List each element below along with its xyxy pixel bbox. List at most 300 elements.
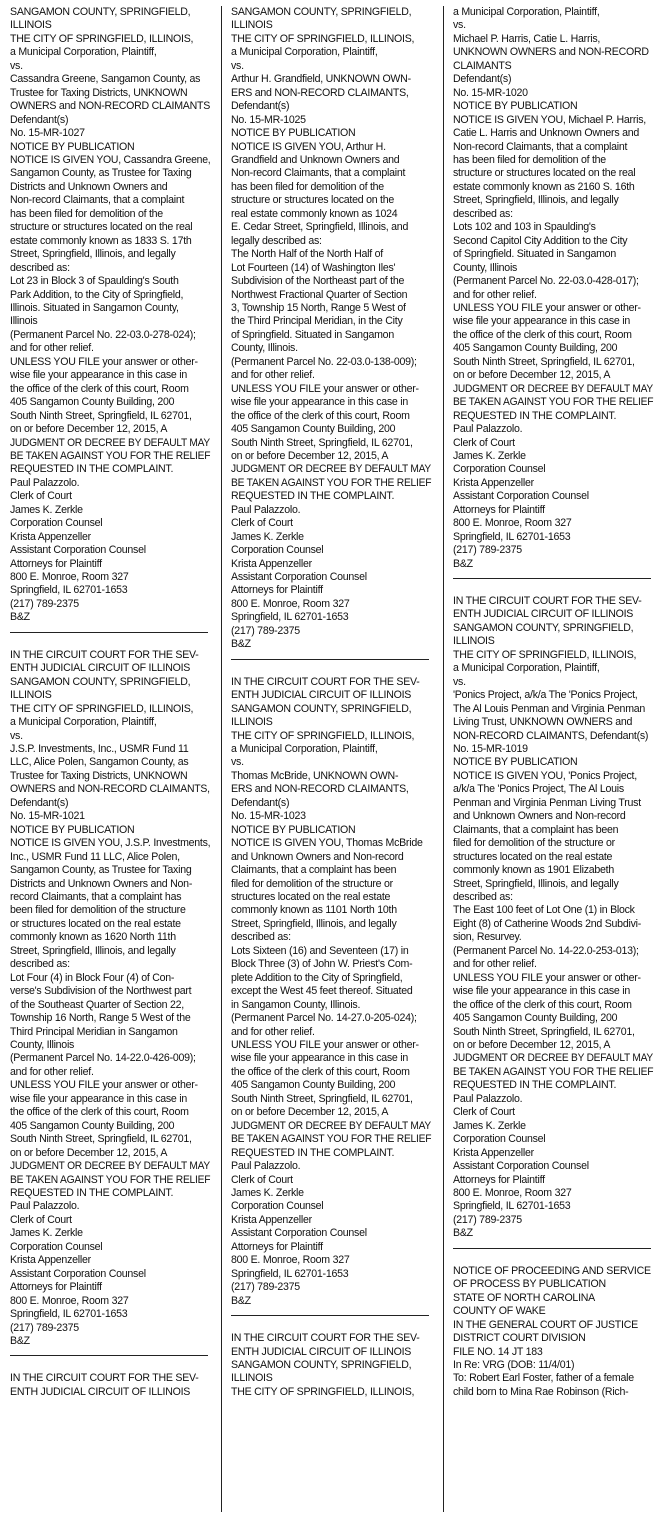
notice-text-line: the office of the clerk of this court, Room <box>10 382 189 395</box>
notice-text-line: IN THE CIRCUIT COURT FOR THE SEV- <box>453 595 642 608</box>
notice-text-line: legally described as: <box>231 234 322 247</box>
notice-text-line: and for other relief. <box>231 369 315 382</box>
notice-text-line: 3, Township 15 North, Range 5 West of <box>231 301 406 314</box>
notice-separator-rule <box>231 1315 429 1316</box>
notice-text-line: REQUESTED IN THE COMPLAINT. <box>10 1186 174 1199</box>
notice-text-line: Springfield, IL 62701-1653 <box>231 1267 349 1280</box>
notice-text-line: 405 Sangamon County Building, 200 <box>231 423 396 436</box>
notice-text-line: JUDGMENT OR DECREE BY DEFAULT MAY <box>231 463 431 476</box>
notice-text-line: estate commonly known as 1833 S. 17th <box>10 234 192 247</box>
notice-text-line: Krista Appenzeller <box>10 530 91 543</box>
notice-text-line: South Ninth Street, Springfield, IL 62701, <box>231 436 413 449</box>
notice-text-line: Park Addition, to the City of Springfield, <box>10 288 184 301</box>
notice-text-line: 800 E. Monroe, Room 327 <box>231 597 350 610</box>
notice-text-line: vs. <box>10 729 23 742</box>
notice-text-line: and for other relief. <box>453 958 537 971</box>
notice-text-line: Paul Palazzolo. <box>231 503 301 516</box>
notice-text-line: J.S.P. Investments, Inc., USMR Fund 11 <box>10 743 189 756</box>
notice-text-line: 800 E. Monroe, Room 327 <box>231 1254 350 1267</box>
notice-text-line: James K. Zerkle <box>453 1119 526 1132</box>
notice-text-line: NOTICE OF PROCEEDING AND SERVICE <box>453 1264 651 1277</box>
notice-text-line: Corporation Counsel <box>453 463 546 476</box>
notice-text-line: estate commonly known as 2160 S. 16th <box>453 180 635 193</box>
notice-text-line: IN THE GENERAL COURT OF JUSTICE <box>453 1318 638 1331</box>
notice-text-line: the office of the clerk of this court, Room <box>453 998 632 1011</box>
notice-text-line: IN THE CIRCUIT COURT FOR THE SEV- <box>231 675 420 688</box>
notice-text-line: and Unknown Owners and Non-record <box>453 810 626 823</box>
notice-text-line: CLAIMANTS <box>453 59 512 72</box>
notice-text-line: Defendant(s) <box>10 113 69 126</box>
notice-text-line: on or before December 12, 2015, A <box>231 449 389 462</box>
legal-notice <box>453 6 653 571</box>
notice-text-line: structure or structures located on the <box>231 194 395 207</box>
notice-text-line: Corporation Counsel <box>453 1133 546 1146</box>
notice-text-line: JUDGMENT OR DECREE BY DEFAULT MAY <box>453 382 653 395</box>
notice-text-line: 405 Sangamon County Building, 200 <box>231 1079 396 1092</box>
notice-text-line: Lots Sixteen (16) and Seventeen (17) in <box>231 944 409 957</box>
notice-text-line: wise file your appearance in this case in <box>453 315 631 328</box>
notice-text-line: the Third Principal Meridian, in the City <box>231 315 403 328</box>
notice-text-line: and for other relief. <box>231 1025 315 1038</box>
notice-text-line: 405 Sangamon County Building, 200 <box>453 342 618 355</box>
column-3 <box>453 6 653 1399</box>
notice-text-line: (217) 789-2375 <box>10 1321 79 1334</box>
notice-text-line: (217) 789-2375 <box>231 624 300 637</box>
notice-text-line: Paul Palazzolo. <box>10 1200 80 1213</box>
notice-text-line: a Municipal Corporation, Plaintiff, <box>10 46 157 59</box>
notice-text-line: THE CITY OF SPRINGFIELD, ILLINOIS, <box>453 648 637 661</box>
notice-text-line: REQUESTED IN THE COMPLAINT. <box>453 409 617 422</box>
notice-text-line: Second Capitol City Addition to the City <box>453 234 628 247</box>
notice-text-line: Paul Palazzolo. <box>231 1160 301 1173</box>
notice-text-line: Springfield, IL 62701-1653 <box>453 1200 571 1213</box>
notice-text-line: Attorneys for Plaintiff <box>453 503 545 516</box>
notice-text-line: No. 15-MR-1021 <box>10 810 85 823</box>
notice-text-line: ERS and NON-RECORD CLAIMANTS, <box>231 86 409 99</box>
notice-text-line: in Sangamon County, Illinois. <box>231 998 361 1011</box>
notice-text-line: described as: <box>10 261 70 274</box>
notice-text-line: BE TAKEN AGAINST YOU FOR THE RELIEF <box>10 1173 211 1186</box>
notice-text-line: OWNERS and NON-RECORD CLAIMANTS, <box>10 783 210 796</box>
column-divider <box>221 6 222 1512</box>
notice-text-line: NOTICE IS GIVEN YOU, J.S.P. Investments, <box>10 837 211 850</box>
notice-text-line: James K. Zerkle <box>231 1186 304 1199</box>
notice-text-line: of Springfield. Situated in Sangamon <box>231 328 394 341</box>
notice-text-line: STATE OF NORTH CAROLINA <box>453 1291 595 1304</box>
notice-text-line: or structures located on the real estate <box>10 917 181 930</box>
notice-text-line: Assistant Corporation Counsel <box>10 544 146 557</box>
notice-text-line: South Ninth Street, Springfield, IL 62701, <box>453 1025 635 1038</box>
notice-text-line: a Municipal Corporation, Plaintiff, <box>231 743 378 756</box>
notice-text-line: UNKNOWN OWNERS and NON-RECORD <box>453 46 649 59</box>
notice-text-line: Block Three (3) of John W. Priest's Com- <box>231 958 413 971</box>
notice-text-line: 'Ponics Project, a/k/a The 'Ponics Project, <box>453 689 638 702</box>
notice-text-line: ERS and NON-RECORD CLAIMANTS, <box>231 783 409 796</box>
notice-text-line: wise file your appearance in this case in <box>453 985 631 998</box>
notice-text-line: Krista Appenzeller <box>231 1213 312 1226</box>
notice-text-line: has been filed for demolition of the <box>10 207 163 220</box>
notice-text-line: except the West 45 feet thereof. Situated <box>231 985 413 998</box>
notice-text-line: South Ninth Street, Springfield, IL 62701, <box>231 1092 413 1105</box>
notice-text-line: a Municipal Corporation, Plaintiff, <box>10 716 157 729</box>
notice-text-line: Attorneys for Plaintiff <box>231 584 323 597</box>
notice-text-line: Clerk of Court <box>453 1106 515 1119</box>
notice-text-line: REQUESTED IN THE COMPLAINT. <box>10 463 174 476</box>
notice-text-line: 800 E. Monroe, Room 327 <box>453 1186 572 1199</box>
notice-text-line: Paul Palazzolo. <box>10 476 80 489</box>
notice-text-line: COUNTY OF WAKE <box>453 1305 546 1318</box>
notice-text-line: Lot Four (4) in Block Four (4) of Con- <box>10 971 175 984</box>
notice-text-line: Clerk of Court <box>231 1173 293 1186</box>
notice-text-line: Clerk of Court <box>453 436 515 449</box>
notice-text-line: vs. <box>231 756 244 769</box>
notice-text-line: (Permanent Parcel No. 14-22.0-426-009); <box>10 1052 196 1065</box>
notice-text-line: and for other relief. <box>10 1065 94 1078</box>
notice-text-line: UNLESS YOU FILE your answer or other- <box>10 355 198 368</box>
notice-text-line: 405 Sangamon County Building, 200 <box>10 1119 175 1132</box>
notice-text-line: Street, Springfield, Illinois, and legally <box>231 917 397 930</box>
notice-text-line: structure or structures located on the real <box>453 167 636 180</box>
notice-text-line: of Springfield. Situated in Sangamon <box>453 248 616 261</box>
notice-text-line: County, Illinois. <box>231 342 298 355</box>
notice-text-line: NOTICE IS GIVEN YOU, Michael P. Harris, <box>453 113 646 126</box>
notice-text-line: wise file your appearance in this case in <box>10 369 188 382</box>
notice-text-line: Springfield, IL 62701-1653 <box>10 1308 128 1321</box>
notice-text-line: structures located on the real estate <box>231 891 391 903</box>
notice-text-line: Corporation Counsel <box>231 1200 324 1213</box>
notice-text-line: SANGAMON COUNTY, SPRINGFIELD, <box>10 675 191 688</box>
notice-text-line: commonly known as 1620 North 11th <box>10 931 176 944</box>
notice-text-line: NOTICE IS GIVEN YOU, Cassandra Greene, <box>10 153 211 166</box>
notice-text-line: 405 Sangamon County Building, 200 <box>453 1012 618 1025</box>
notice-text-line: Paul Palazzolo. <box>453 423 523 436</box>
notice-text-line: and for other relief. <box>10 342 94 355</box>
notice-text-line: Street, Springfield, Illinois, and legally <box>453 877 619 890</box>
notice-text-line: South Ninth Street, Springfield, IL 62701, <box>10 409 192 422</box>
notice-text-line: (217) 789-2375 <box>453 544 522 557</box>
notice-text-line: B&Z <box>453 1227 473 1240</box>
notice-text-line: James K. Zerkle <box>453 449 526 462</box>
notice-text-line: DISTRICT COURT DIVISION <box>453 1332 586 1345</box>
notice-text-line: NOTICE BY PUBLICATION <box>231 127 356 140</box>
notice-text-line: ENTH JUDICIAL CIRCUIT OF ILLINOIS <box>231 689 412 702</box>
notice-text-line: (Permanent Parcel No. 22-03.0-138-009); <box>231 355 417 368</box>
notice-text-line: (Permanent Parcel No. 22-03.0-428-017); <box>453 275 639 288</box>
notice-text-line: UNLESS YOU FILE your answer or other- <box>10 1079 198 1092</box>
notice-text-line: vs. <box>453 675 466 688</box>
notice-text-line: Springfield, IL 62701-1653 <box>453 530 571 543</box>
notice-text-line: Sangamon County, as Trustee for Taxing <box>10 864 192 877</box>
notice-text-line: IN THE CIRCUIT COURT FOR THE SEV- <box>10 1372 199 1385</box>
notice-text-line: real estate commonly known as 1024 <box>231 207 398 220</box>
notice-text-line: ENTH JUDICIAL CIRCUIT OF ILLINOIS <box>231 1345 412 1358</box>
notice-text-line: B&Z <box>10 1334 30 1347</box>
notice-text-line: wise file your appearance in this case in <box>10 1092 188 1105</box>
notice-text-line: (217) 789-2375 <box>231 1281 300 1294</box>
notice-text-line: B&Z <box>231 638 251 651</box>
notice-text-line: 800 E. Monroe, Room 327 <box>10 1294 129 1307</box>
notice-text-line: described as: <box>10 958 70 971</box>
notice-text-line: (Permanent Parcel No. 14-22.0-253-013); <box>453 944 639 957</box>
legal-notice <box>231 1332 431 1399</box>
notice-text-line: (217) 789-2375 <box>10 597 79 610</box>
notice-text-line: commonly known as 1901 Elizabeth <box>453 864 615 877</box>
notice-text-line: on or before December 12, 2015, A <box>231 1106 389 1119</box>
notice-text-line: has been filed for demolition of the <box>231 180 384 193</box>
notice-text-line: (217) 789-2375 <box>453 1213 522 1226</box>
notice-text-line: the office of the clerk of this court, Room <box>453 328 632 341</box>
notice-text-line: JUDGMENT OR DECREE BY DEFAULT MAY <box>10 1160 210 1173</box>
notice-text-line: 800 E. Monroe, Room 327 <box>453 517 572 530</box>
notice-text-line: LLC, Alice Polen, Sangamon County, as <box>10 756 189 769</box>
notice-text-line: No. 15-MR-1027 <box>10 127 85 140</box>
notice-text-line: SANGAMON COUNTY, SPRINGFIELD, <box>10 6 191 18</box>
notice-text-line: The Al Louis Penman and Virginia Penman <box>453 702 646 715</box>
notice-text-line: plete Addition to the City of Springfield, <box>231 971 403 984</box>
notice-text-line: SANGAMON COUNTY, SPRINGFIELD, <box>231 1358 412 1371</box>
notice-text-line: THE CITY OF SPRINGFIELD, ILLINOIS, <box>10 32 194 45</box>
notice-text-line: a Municipal Corporation, Plaintiff, <box>453 662 600 675</box>
legal-notice <box>231 6 431 652</box>
notice-text-line: on or before December 12, 2015, A <box>10 1146 168 1159</box>
notice-text-line: Illinois. Situated in Sangamon County, <box>10 301 179 314</box>
notice-text-line: on or before December 12, 2015, A <box>453 369 611 382</box>
notice-text-line: verse's Subdivision of the Northwest part <box>10 985 192 998</box>
notice-text-line: Attorneys for Plaintiff <box>10 557 102 570</box>
notice-text-line: Springfield, IL 62701-1653 <box>231 611 349 624</box>
notice-text-line: Grandfield and Unknown Owners and <box>231 153 400 166</box>
notice-text-line: REQUESTED IN THE COMPLAINT. <box>231 490 395 503</box>
notice-text-line: ILLINOIS <box>10 19 52 32</box>
notice-text-line: ILLINOIS <box>10 689 52 702</box>
notice-text-line: Lots 102 and 103 in Spaulding's <box>453 221 596 234</box>
notice-text-line: UNLESS YOU FILE your answer or other- <box>453 301 641 314</box>
notice-text-line: ENTH JUDICIAL CIRCUIT OF ILLINOIS <box>10 1385 191 1398</box>
notice-text-line: Assistant Corporation Counsel <box>10 1267 146 1280</box>
notice-text-line: Attorneys for Plaintiff <box>231 1240 323 1253</box>
notice-text-line: Defendant(s) <box>453 73 512 86</box>
notice-text-line: sion, Resurvey. <box>453 931 522 944</box>
notice-text-line: Corporation Counsel <box>231 544 324 557</box>
notice-text-line: Clerk of Court <box>10 490 72 503</box>
notice-text-line: Lot 23 in Block 3 of Spaulding's South <box>10 275 179 288</box>
notice-text-line: The North Half of the North Half of <box>231 248 383 261</box>
notice-text-line: NOTICE BY PUBLICATION <box>453 756 578 769</box>
notice-text-line: Attorneys for Plaintiff <box>10 1281 102 1294</box>
notice-text-line: ILLINOIS <box>231 19 273 32</box>
legal-notice <box>10 1372 210 1399</box>
notice-text-line: NOTICE BY PUBLICATION <box>453 100 578 113</box>
notice-text-line: Non-record Claimants, that a complaint <box>453 140 628 153</box>
notice-text-line: Krista Appenzeller <box>453 476 534 489</box>
notice-text-line: REQUESTED IN THE COMPLAINT. <box>231 1146 395 1159</box>
notice-text-line: Street, Springfield, Illinois, and legally <box>10 248 176 261</box>
notice-text-line: Districts and Unknown Owners and Non- <box>10 877 193 890</box>
notice-text-line: Paul Palazzolo. <box>453 1092 523 1105</box>
column-2 <box>231 6 431 1399</box>
notice-text-line: SANGAMON COUNTY, SPRINGFIELD, <box>453 621 634 634</box>
notice-text-line: a/k/a The 'Ponics Project, The Al Louis <box>453 783 624 796</box>
notice-text-line: ILLINOIS <box>453 635 495 648</box>
notice-text-line: The East 100 feet of Lot One (1) in Block <box>453 904 635 917</box>
notice-separator-rule <box>10 632 208 633</box>
notice-text-line: wise file your appearance in this case in <box>231 396 409 409</box>
notice-text-line: South Ninth Street, Springfield, IL 62701, <box>10 1133 192 1146</box>
notice-text-line: Assistant Corporation Counsel <box>231 571 367 584</box>
notice-text-line: Trustee for Taxing Districts, UNKNOWN <box>10 86 188 99</box>
notice-text-line: No. 15-MR-1025 <box>231 113 306 126</box>
notice-text-line: ILLINOIS <box>231 1372 273 1385</box>
notice-text-line: Street, Springfield, Illinois, and legally <box>10 944 176 957</box>
legal-notice <box>231 676 431 1308</box>
notice-text-line: Eight (8) of Catherine Woods 2nd Subdivi- <box>453 917 641 930</box>
notice-text-line: James K. Zerkle <box>231 530 304 543</box>
notice-text-line: child born to Mina Rae Robinson (Rich- <box>453 1385 629 1398</box>
notice-text-line: Northwest Fractional Quarter of Section <box>231 288 408 301</box>
notice-text-line: NOTICE BY PUBLICATION <box>231 823 356 836</box>
notice-text-line: THE CITY OF SPRINGFIELD, ILLINOIS, <box>231 1385 415 1398</box>
notice-text-line: NOTICE BY PUBLICATION <box>10 823 135 836</box>
notice-text-line: To: Robert Earl Foster, father of a female <box>453 1372 634 1385</box>
notice-text-line: OF PROCESS BY PUBLICATION <box>453 1278 606 1291</box>
notice-text-line: Lot Fourteen (14) of Washington Iles' <box>231 261 396 274</box>
notice-text-line: E. Cedar Street, Springfield, Illinois, and <box>231 221 409 234</box>
notice-text-line: on or before December 12, 2015, A <box>10 423 168 436</box>
notice-separator-rule <box>231 659 429 660</box>
notice-text-line: structures located on the real estate <box>453 850 613 863</box>
notice-text-line: the office of the clerk of this court, Room <box>231 1065 410 1078</box>
notice-text-line: NOTICE IS GIVEN YOU, Arthur H. <box>231 140 386 153</box>
notice-text-line: been filed for demolition of the structure <box>10 904 186 917</box>
notice-text-line: JUDGMENT OR DECREE BY DEFAULT MAY <box>10 436 210 449</box>
notice-text-line: No. 15-MR-1020 <box>453 86 528 99</box>
notice-text-line: South Ninth Street, Springfield, IL 62701, <box>453 355 635 368</box>
legal-notice <box>453 595 653 1241</box>
notice-text-line: filed for demolition of the structure or <box>231 877 393 890</box>
notice-text-line: B&Z <box>453 557 473 570</box>
notice-text-line: Claimants, that a complaint has been <box>231 864 397 877</box>
notice-text-line: County, Illinois <box>453 261 518 274</box>
notice-text-line: NOTICE IS GIVEN YOU, Thomas McBride <box>231 837 423 850</box>
legal-notice <box>453 1265 653 1400</box>
notice-text-line: ENTH JUDICIAL CIRCUIT OF ILLINOIS <box>453 608 634 621</box>
notice-text-line: SANGAMON COUNTY, SPRINGFIELD, <box>231 6 412 18</box>
notice-text-line: vs. <box>231 59 244 72</box>
notice-text-line: BE TAKEN AGAINST YOU FOR THE RELIEF <box>453 1065 654 1078</box>
notice-text-line: SANGAMON COUNTY, SPRINGFIELD, <box>231 702 412 715</box>
notice-text-line: described as: <box>453 207 513 220</box>
notice-text-line: a Municipal Corporation, Plaintiff, <box>453 6 600 18</box>
notice-text-line: wise file your appearance in this case in <box>231 1052 409 1065</box>
legal-notice <box>10 6 210 625</box>
notice-text-line: described as: <box>453 891 513 903</box>
notice-text-line: Assistant Corporation Counsel <box>453 1160 589 1173</box>
notice-text-line: Defendant(s) <box>231 796 290 809</box>
notice-text-line: UNLESS YOU FILE your answer or other- <box>231 1038 419 1051</box>
notice-text-line: No. 15-MR-1019 <box>453 743 528 756</box>
notice-text-line: County, Illinois <box>10 1038 75 1051</box>
notice-text-line: Sangamon County, as Trustee for Taxing <box>10 167 192 180</box>
notice-text-line: filed for demolition of the structure or <box>453 837 615 850</box>
notice-text-line: and for other relief. <box>453 288 537 301</box>
notice-text-line: In Re: VRG (DOB: 11/4/01) <box>453 1358 575 1371</box>
notice-text-line: 405 Sangamon County Building, 200 <box>10 396 175 409</box>
notice-text-line: vs. <box>10 59 23 72</box>
notice-separator-rule <box>10 1355 208 1356</box>
notice-text-line: commonly known as 1101 North 10th <box>231 904 397 917</box>
notice-text-line: Inc., USMR Fund 11 LLC, Alice Polen, <box>10 850 180 863</box>
notice-text-line: Claimants, that a complaint has been <box>453 823 619 836</box>
notice-text-line: Non-record Claimants, that a complaint <box>10 194 185 207</box>
notice-text-line: IN THE CIRCUIT COURT FOR THE SEV- <box>10 648 199 661</box>
notice-text-line: BE TAKEN AGAINST YOU FOR THE RELIEF <box>231 1133 432 1146</box>
notice-text-line: Subdivision of the Northeast part of the <box>231 275 405 288</box>
notice-text-line: NOTICE IS GIVEN YOU, 'Ponics Project, <box>453 769 637 782</box>
notice-text-line: and Unknown Owners and Non-record <box>231 850 404 863</box>
notice-text-line: (Permanent Parcel No. 14-27.0-205-024); <box>231 1012 417 1025</box>
notice-text-line: BE TAKEN AGAINST YOU FOR THE RELIEF <box>453 396 654 409</box>
notice-text-line: BE TAKEN AGAINST YOU FOR THE RELIEF <box>10 449 211 462</box>
notice-text-line: NON-RECORD CLAIMANTS, Defendant(s) <box>453 729 649 742</box>
notice-text-line: Non-record Claimants, that a complaint <box>231 167 406 180</box>
notice-text-line: Assistant Corporation Counsel <box>453 490 589 503</box>
notice-text-line: THE CITY OF SPRINGFIELD, ILLINOIS, <box>231 729 415 742</box>
notice-text-line: Street, Springfield, Illinois, and legally <box>453 194 619 207</box>
notice-text-line: James K. Zerkle <box>10 1227 83 1240</box>
notice-text-line: JUDGMENT OR DECREE BY DEFAULT MAY <box>231 1119 431 1132</box>
notice-text-line: Clerk of Court <box>10 1213 72 1226</box>
notice-text-line: FILE NO. 14 JT 183 <box>453 1345 543 1358</box>
notice-text-line: Third Principal Meridian in Sangamon <box>10 1025 178 1038</box>
notice-text-line: James K. Zerkle <box>10 503 83 516</box>
notice-text-line: Krista Appenzeller <box>231 557 312 570</box>
notice-text-line: JUDGMENT OR DECREE BY DEFAULT MAY <box>453 1052 653 1065</box>
notice-text-line: OWNERS and NON-RECORD CLAIMANTS <box>10 100 211 113</box>
column-divider <box>443 6 444 1512</box>
notice-text-line: ILLINOIS <box>231 716 273 729</box>
notice-text-line: IN THE CIRCUIT COURT FOR THE SEV- <box>231 1332 420 1345</box>
notice-text-line: record Claimants, that a complaint has <box>10 891 182 903</box>
legal-notice <box>10 649 210 1349</box>
notice-text-line: B&Z <box>10 611 30 624</box>
notice-text-line: Krista Appenzeller <box>453 1146 534 1159</box>
notice-text-line: Corporation Counsel <box>10 517 103 530</box>
notice-text-line: Clerk of Court <box>231 517 293 530</box>
notice-text-line: Arthur H. Grandfield, UNKNOWN OWN- <box>231 73 411 86</box>
notice-text-line: THE CITY OF SPRINGFIELD, ILLINOIS, <box>10 702 194 715</box>
notice-text-line: REQUESTED IN THE COMPLAINT. <box>453 1079 617 1092</box>
notice-text-line: Trustee for Taxing Districts, UNKNOWN <box>10 769 188 782</box>
notice-text-line: Township 16 North, Range 5 West of the <box>10 1012 191 1025</box>
notice-text-line: Assistant Corporation Counsel <box>231 1227 367 1240</box>
notice-text-line: ENTH JUDICIAL CIRCUIT OF ILLINOIS <box>10 662 191 675</box>
notice-text-line: vs. <box>453 19 466 32</box>
notice-text-line: UNLESS YOU FILE your answer or other- <box>231 382 419 395</box>
notice-text-line: Districts and Unknown Owners and <box>10 180 168 193</box>
notice-text-line: Springfield, IL 62701-1653 <box>10 584 128 597</box>
notice-text-line: Penman and Virginia Penman Living Trust <box>453 796 641 809</box>
notice-text-line: the office of the clerk of this court, Room <box>231 409 410 422</box>
notice-text-line: on or before December 12, 2015, A <box>453 1038 611 1051</box>
notice-text-line: Living Trust, UNKNOWN OWNERS and <box>453 716 633 729</box>
notice-text-line: Corporation Counsel <box>10 1240 103 1253</box>
notice-text-line: Illinois <box>10 315 38 328</box>
notice-text-line: UNLESS YOU FILE your answer or other- <box>453 971 641 984</box>
notice-text-line: Catie L. Harris and Unknown Owners and <box>453 127 639 140</box>
notice-text-line: Krista Appenzeller <box>10 1254 91 1267</box>
notice-text-line: Thomas McBride, UNKNOWN OWN- <box>231 769 399 782</box>
notice-text-line: structure or structures located on the real <box>10 221 193 234</box>
